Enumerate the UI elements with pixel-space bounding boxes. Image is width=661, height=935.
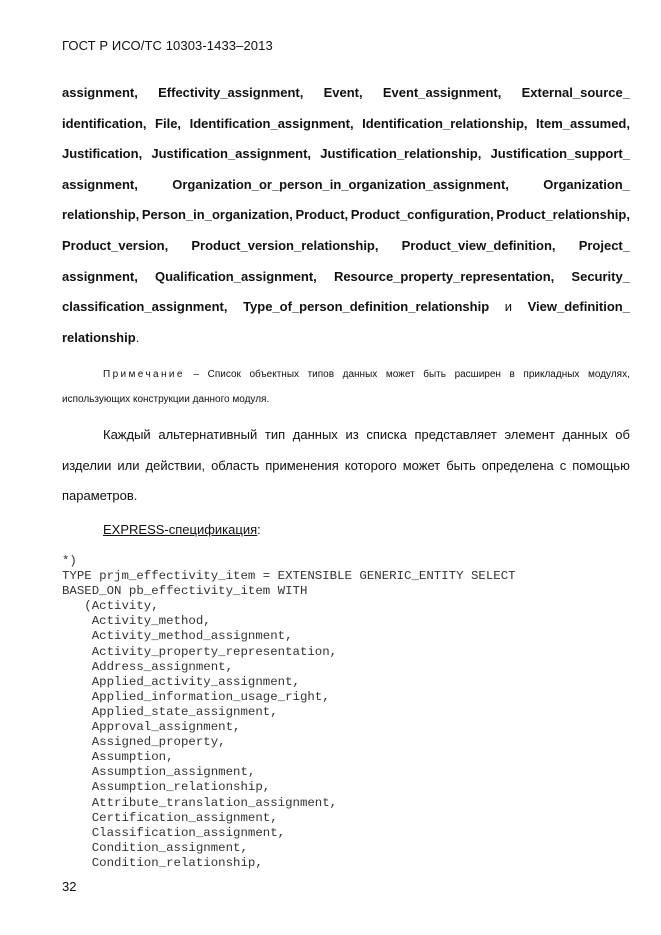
express-spec-title: EXPRESS-спецификация (103, 522, 258, 537)
entity-name: External_source_ (521, 85, 630, 100)
express-code-block (62, 554, 516, 871)
entity-name: Product_relationship, (496, 207, 630, 223)
code-line: Assigned_property, (62, 735, 226, 750)
note-word: прикладных (523, 369, 580, 380)
note-word: может (385, 369, 415, 380)
description-word: тип (264, 427, 286, 442)
note-word: расширен (454, 369, 501, 380)
entity-name: Security_ (571, 268, 630, 284)
code-line: BASED_ON pb_effectivity_item WITH (62, 584, 308, 599)
entity-name: Event_assignment, (382, 85, 502, 100)
entity-name: File, (155, 115, 182, 131)
code-line: Assumption, (62, 750, 174, 765)
entity-name: identification, (62, 115, 147, 131)
note-block (62, 362, 630, 412)
express-spec-colon: : (257, 522, 261, 537)
entity-list-line (62, 323, 630, 354)
description-word: изделии (62, 457, 112, 473)
page-number: 32 (62, 879, 77, 894)
code-line: Activity_property_representation, (62, 644, 338, 659)
code-line: Approval_assignment, (62, 720, 241, 735)
entity-name: Resource_property_representation, (333, 268, 555, 284)
description-word: данных (292, 427, 338, 442)
entity-list-line (62, 200, 630, 231)
note-dash: – (193, 369, 200, 380)
description-line-3: параметров. (62, 488, 138, 504)
entity-name: Product_version, (62, 237, 169, 253)
code-line: TYPE prjm_effectivity_item = EXTENSIBLE GENERIC_ENTITY SELECT (62, 569, 516, 584)
entity-name: Event, (323, 85, 363, 100)
code-line: Condition_relationship, (62, 855, 263, 870)
description-word: элемент (504, 427, 555, 442)
entity-list-line (62, 231, 630, 262)
entity-list-line (62, 109, 630, 140)
entity-name: Effectivity_assignment, (158, 85, 304, 100)
description-word: действии, (145, 457, 206, 473)
note-line-2: использующих конструкции данного модуля. (62, 394, 270, 405)
entity-name: relationship, (62, 207, 140, 223)
code-line: Assumption_relationship, (62, 780, 271, 795)
code-line: Activity_method_assignment, (62, 629, 293, 644)
note-word: в (509, 369, 515, 380)
entity-name: View_definition_ (527, 299, 630, 315)
code-line: (Activity, (62, 599, 159, 614)
description-word: альтернативный (158, 427, 258, 442)
code-line: Condition_assignment, (62, 840, 248, 855)
description-word: может (402, 457, 441, 473)
description-word: представляет (414, 427, 497, 442)
description-line-2 (62, 451, 630, 482)
code-line: Activity_method, (62, 614, 211, 629)
code-line: Certification_assignment, (62, 810, 278, 825)
entity-name: Type_of_person_definition_relationship (243, 299, 490, 315)
description-word: списка (366, 427, 407, 442)
note-word: типов (307, 369, 335, 380)
description-word: применения (265, 457, 339, 473)
entity-name: Product_version_relationship, (191, 237, 379, 253)
entity-list-period: . (135, 329, 140, 345)
description-word: определена (481, 457, 554, 473)
description-word: Каждый (103, 427, 151, 442)
entity-name: Justification, (62, 146, 143, 162)
page-header: ГОСТ Р ИСО/ТС 10303-1433–2013 (62, 38, 273, 53)
description-word: быть (446, 457, 476, 473)
entity-name: assignment, (62, 176, 138, 192)
entity-name: Product, (295, 207, 349, 223)
note-word: Список (207, 369, 241, 380)
entity-list-line (62, 292, 630, 323)
description-paragraph (62, 420, 630, 512)
code-line: Classification_assignment, (62, 825, 286, 840)
entity-list-line (62, 78, 630, 109)
entity-list-line (62, 262, 630, 293)
entity-list-paragraph (62, 78, 630, 353)
entity-name: Person_in_organization, (141, 207, 293, 223)
code-line: Attribute_translation_assignment, (62, 795, 338, 810)
description-word: или (117, 457, 140, 473)
entity-name: Item_assumed, (536, 115, 630, 131)
description-word: область (211, 457, 260, 473)
entity-name: Justification_assignment, (151, 146, 312, 162)
entity-name: и (504, 299, 513, 315)
entity-name: relationship (62, 329, 136, 345)
note-line-1 (62, 362, 630, 387)
note-word: модулях, (588, 369, 630, 380)
entity-name: Organization_or_person_in_organization_assignment, (172, 176, 509, 192)
description-word: об (615, 427, 630, 442)
entity-name: Identification_relationship, (362, 115, 528, 131)
code-line: Address_assignment, (62, 659, 234, 674)
entity-name: Product_view_definition, (401, 237, 556, 253)
description-word: которого (344, 457, 397, 473)
entity-name: Qualification_assignment, (154, 268, 317, 284)
entity-name: Justification_relationship, (320, 146, 482, 162)
code-line: *) (62, 554, 77, 568)
entity-name: Organization_ (543, 176, 630, 192)
description-line-1 (62, 420, 630, 451)
entity-name: classification_assignment, (62, 299, 228, 315)
entity-list-line (62, 170, 630, 201)
code-line: Assumption_assignment, (62, 765, 256, 780)
express-spec-heading (103, 522, 261, 537)
entity-name: Justification_support_ (490, 146, 630, 162)
note-label: Примечание (103, 369, 185, 380)
entity-name: assignment, (62, 85, 138, 100)
description-word: данных (562, 427, 608, 442)
code-line: Applied_state_assignment, (62, 704, 278, 719)
note-word: данных (342, 369, 378, 380)
entity-name: Identification_assignment, (189, 115, 354, 131)
note-word: быть (423, 369, 446, 380)
entity-name: assignment, (62, 268, 138, 284)
entity-name: Project_ (578, 237, 630, 253)
code-line: Applied_activity_assignment, (62, 674, 300, 689)
note-word: объектных (249, 369, 300, 380)
entity-name: Product_configuration, (350, 207, 494, 223)
description-word: помощью (572, 457, 630, 473)
description-word: из (345, 427, 359, 442)
entity-list-line (62, 139, 630, 170)
code-line: Applied_information_usage_right, (62, 689, 330, 704)
description-word: с (559, 457, 567, 473)
